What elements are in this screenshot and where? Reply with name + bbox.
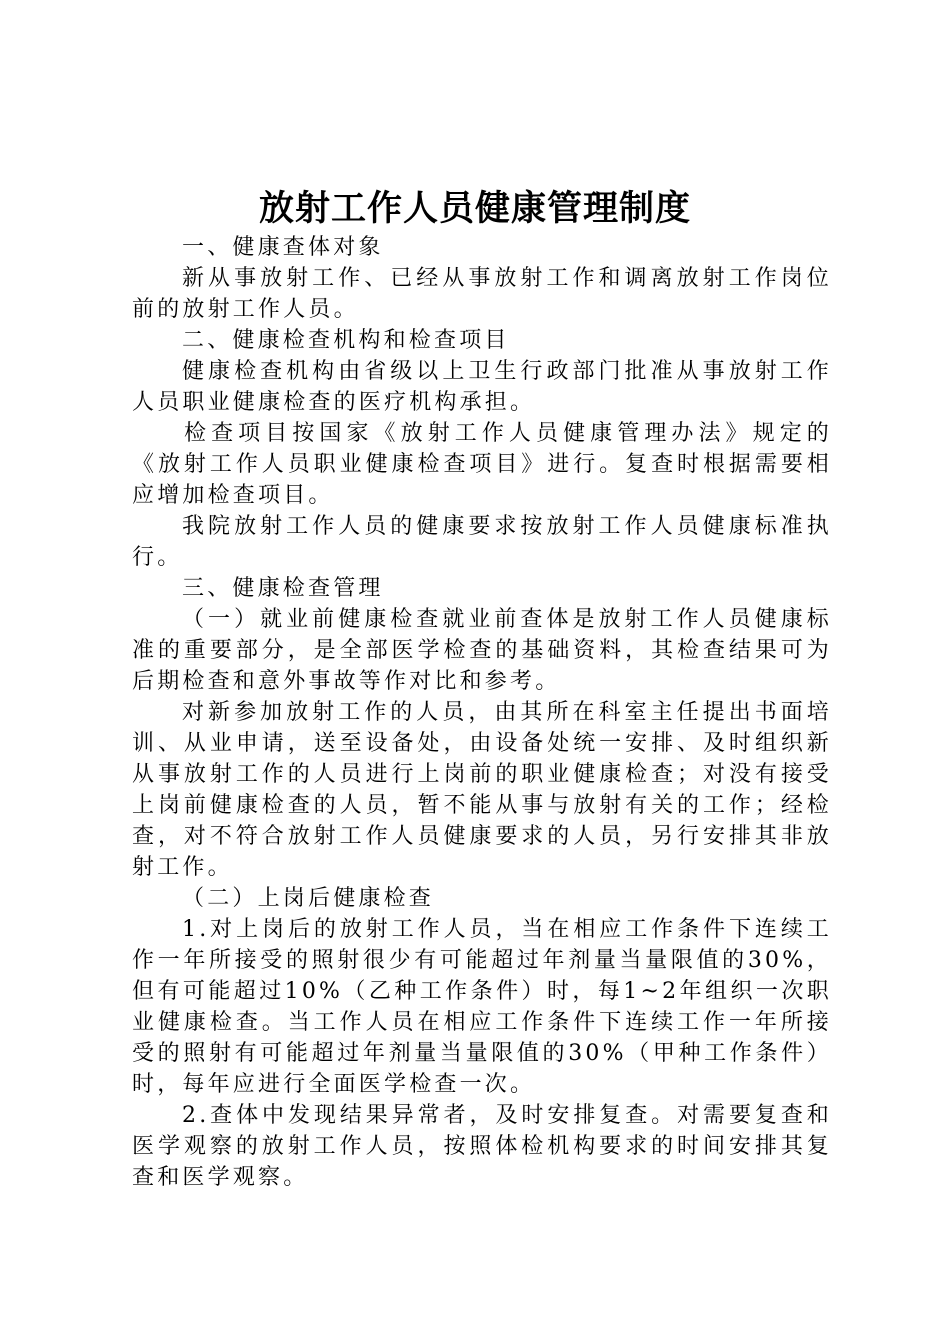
section-heading-2: 二、健康检查机构和检查项目 xyxy=(182,328,510,353)
document-body xyxy=(132,232,832,1193)
paragraph: 健康检查机构由省级以上卫生行政部门批准从事放射工作人员职业健康检查的医疗机构承担。 xyxy=(132,359,832,415)
paragraph: 检查项目按国家《放射工作人员健康管理办法》规定的《放射工作人员职业健康检查项目》进行。复查时根据需要相应增加检查项目。 xyxy=(132,421,832,508)
paragraph: （一）就业前健康检查就业前查体是放射工作人员健康标准的重要部分，是全部医学检查的基础资料，其检查结果可为后期检查和意外事故等作对比和参考。 xyxy=(132,607,832,694)
paragraph: 新从事放射工作、已经从事放射工作和调离放射工作岗位前的放射工作人员。 xyxy=(132,266,832,322)
section-heading-1: 一、健康查体对象 xyxy=(182,235,384,260)
subsection-heading: （二）上岗后健康检查 xyxy=(182,886,435,911)
paragraph: 1.对上岗后的放射工作人员，当在相应工作条件下连续工作一年所接受的照射很少有可能超过年剂量当量限值的30%，但有可能超过10%（乙种工作条件）时，每1~2年组织一次职业健康检查。当工作人员在相应工作条件下连续工作一年所接受的照射有可能超过年剂量当量限值的30%（甲种工作条件）时，每年应进行全面医学检查一次。 xyxy=(132,917,832,1097)
paragraph: 2.查体中发现结果异常者，及时安排复查。对需要复查和医学观察的放射工作人员，按照体检机构要求的时间安排其复查和医学观察。 xyxy=(132,1103,832,1190)
paragraph: 我院放射工作人员的健康要求按放射工作人员健康标准执行。 xyxy=(132,514,832,570)
document-title: 放射工作人员健康管理制度 xyxy=(258,188,691,229)
section-heading-3: 三、健康检查管理 xyxy=(182,576,384,601)
paragraph: 对新参加放射工作的人员，由其所在科室主任提出书面培训、从业申请，送至设备处，由设备处统一安排、及时组织新从事放射工作的人员进行上岗前的职业健康检查；对没有接受上岗前健康检查的人员，暂不能从事与放射有关的工作；经检查，对不符合放射工作人员健康要求的人员，另行安排其非放射工作。 xyxy=(132,700,832,880)
